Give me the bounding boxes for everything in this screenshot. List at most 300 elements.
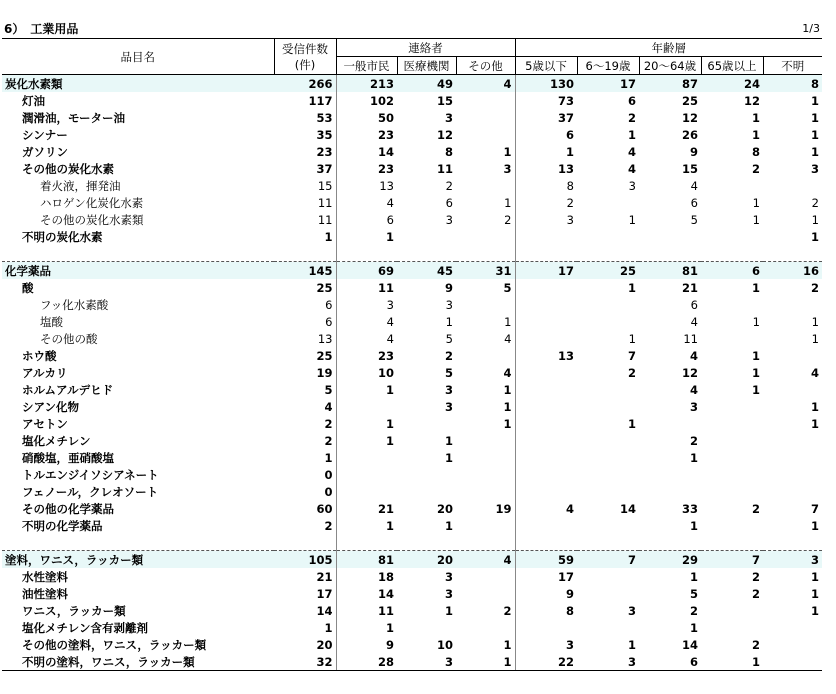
row-value-cell: 11	[317, 195, 333, 210]
row-item-name: 着火液，揮発油	[40, 178, 121, 193]
row-value-cell: 4	[627, 161, 636, 176]
row-value-cell	[577, 313, 639, 330]
row-item-name: ホルムアルデヒド	[22, 382, 114, 397]
row-value-cell: 4	[690, 178, 698, 193]
row-value-cell	[274, 534, 336, 551]
row-value-cell: 1	[810, 603, 819, 618]
row-value-cell	[515, 296, 577, 313]
row-value-cell: 3	[397, 653, 456, 671]
table-row	[2, 517, 822, 534]
row-value-cell: 17	[316, 586, 333, 601]
row-value-cell: 21	[316, 569, 333, 584]
row-value-cell: 4	[690, 314, 698, 329]
row-value-cell	[456, 619, 515, 636]
row-value-cell	[763, 245, 822, 262]
row-item-name: ワニス，ラッカー類	[22, 603, 126, 618]
row-value-cell: 9	[689, 144, 698, 159]
row-value-cell: 1	[627, 637, 636, 652]
row-value-cell: 1	[810, 518, 819, 533]
row-value-cell	[639, 466, 701, 483]
row-value-cell: 8	[763, 75, 822, 93]
row-value-cell	[456, 92, 515, 109]
row-value-cell: 1	[504, 195, 512, 210]
row-value-cell	[397, 245, 456, 262]
row-value-cell	[763, 381, 822, 398]
row-value-cell	[701, 517, 763, 534]
table-row	[2, 449, 822, 466]
row-value-cell: 5	[445, 331, 453, 346]
row-value-cell: 33	[681, 501, 698, 516]
row-value-cell: 12	[436, 127, 453, 142]
table-row	[2, 279, 822, 296]
row-value-cell	[639, 245, 701, 262]
row-value-cell: 53	[316, 110, 333, 125]
row-value-cell: 1	[336, 381, 397, 398]
row-value-cell	[515, 364, 577, 381]
row-value-cell: 1	[810, 399, 819, 414]
row-value-cell	[515, 245, 577, 262]
table-row	[2, 330, 822, 347]
row-value-cell: 0	[324, 467, 333, 482]
row-value-cell: 25	[681, 93, 698, 108]
row-value-cell: 49	[397, 75, 456, 93]
row-item-name: 不明の塗料，ワニス，ラッカー類	[2, 653, 274, 671]
row-value-cell: 2	[324, 518, 333, 533]
row-value-cell: 2	[751, 569, 760, 584]
row-value-cell: 1	[627, 127, 636, 142]
row-value-cell: 1	[444, 450, 453, 465]
row-item-name: シアン化物	[22, 399, 80, 414]
row-value-cell: 24	[701, 75, 763, 93]
row-value-cell: 1	[336, 432, 397, 449]
row-item-name: トルエンジイソシアネート	[22, 467, 159, 482]
row-value-cell: 69	[336, 262, 397, 280]
row-value-cell	[577, 432, 639, 449]
row-value-cell: 2	[627, 110, 636, 125]
row-value-cell: 1	[751, 127, 760, 142]
row-value-cell: 12	[743, 93, 760, 108]
row-value-cell	[701, 432, 763, 449]
row-value-cell: 6	[701, 262, 763, 280]
row-value-cell: 8	[515, 602, 577, 619]
table-row	[2, 432, 822, 449]
row-value-cell: 1	[751, 110, 760, 125]
table-row	[2, 585, 822, 602]
statistics-table	[2, 38, 822, 671]
row-value-cell	[577, 466, 639, 483]
row-value-cell: 2	[324, 416, 333, 431]
header-item-name: 品目名	[2, 39, 274, 75]
row-value-cell: 1	[811, 331, 819, 346]
table-row	[2, 262, 822, 280]
row-value-cell	[274, 245, 336, 262]
row-value-cell: 6	[325, 297, 333, 312]
table-row	[2, 211, 822, 228]
header-age-unknown: 不明	[763, 57, 822, 75]
row-value-cell	[336, 245, 397, 262]
row-item-name: 不明の化学薬品	[22, 518, 103, 533]
row-value-cell: 1	[628, 212, 636, 227]
row-value-cell: 117	[308, 93, 333, 108]
row-value-cell: 17	[577, 75, 639, 93]
table-row	[2, 568, 822, 585]
header-received-label: 受信件数	[282, 41, 328, 56]
row-value-cell: 1	[515, 143, 577, 160]
row-value-cell	[397, 534, 456, 551]
row-value-cell	[763, 483, 822, 500]
row-value-cell: 2	[751, 501, 760, 516]
row-value-cell: 10	[336, 364, 397, 381]
row-value-cell: 3	[515, 636, 577, 653]
row-value-cell: 6	[690, 297, 698, 312]
row-value-cell: 14	[619, 501, 636, 516]
row-value-cell: 23	[336, 347, 397, 364]
row-value-cell: 7	[577, 551, 639, 569]
row-value-cell: 1	[336, 517, 397, 534]
table-row	[2, 160, 822, 177]
section-title: 6） 工業用品	[4, 22, 79, 36]
table-row	[2, 143, 822, 160]
row-value-cell: 3	[763, 551, 822, 569]
row-value-cell: 2	[751, 161, 760, 176]
row-value-cell: 13	[515, 347, 577, 364]
row-item-name: ホウ酸	[22, 348, 57, 363]
row-value-cell: 1	[503, 416, 512, 431]
row-value-cell: 35	[316, 127, 333, 142]
row-value-cell: 1	[627, 280, 636, 295]
row-value-cell: 11	[436, 161, 453, 176]
row-value-cell: 4	[336, 313, 397, 330]
row-value-cell: 8	[515, 177, 577, 194]
row-value-cell: 59	[515, 551, 577, 569]
row-value-cell	[515, 381, 577, 398]
row-value-cell	[515, 313, 577, 330]
row-value-cell: 1	[751, 280, 760, 295]
table-row	[2, 619, 822, 636]
table-row	[2, 653, 822, 671]
table-row	[2, 228, 822, 245]
header-general-public: 一般市民	[336, 57, 397, 75]
row-value-cell: 21	[681, 280, 698, 295]
row-value-cell: 3	[444, 586, 453, 601]
row-value-cell: 2	[751, 637, 760, 652]
row-value-cell	[639, 483, 701, 500]
row-value-cell: 8	[751, 144, 760, 159]
row-value-cell: 22	[515, 653, 577, 671]
row-value-cell	[456, 568, 515, 585]
row-value-cell: 1	[627, 416, 636, 431]
table-row	[2, 500, 822, 517]
row-value-cell: 1	[444, 518, 453, 533]
row-value-cell: 6	[325, 314, 333, 329]
row-value-cell: 1	[445, 314, 453, 329]
header-age-group: 年齢層	[515, 39, 822, 57]
table-row	[2, 364, 822, 381]
row-value-cell: 1	[752, 314, 760, 329]
header-age-20-64: 20～64歳	[639, 57, 701, 75]
row-value-cell: 26	[681, 127, 698, 142]
row-value-cell: 50	[336, 109, 397, 126]
row-value-cell	[336, 398, 397, 415]
row-value-cell: 13	[515, 160, 577, 177]
row-value-cell: 19	[316, 365, 333, 380]
row-value-cell: 6	[627, 93, 636, 108]
row-value-cell	[701, 177, 763, 194]
row-value-cell	[515, 619, 577, 636]
row-value-cell	[336, 483, 397, 500]
row-value-cell: 3	[577, 653, 639, 671]
table-header	[2, 39, 822, 75]
row-value-cell: 6	[515, 126, 577, 143]
row-value-cell	[577, 483, 639, 500]
row-value-cell	[763, 449, 822, 466]
row-value-cell: 18	[336, 568, 397, 585]
row-item-name: アルカリ	[22, 365, 68, 380]
row-value-cell: 4	[627, 144, 636, 159]
row-item-name: その他の炭化水素類	[40, 212, 144, 227]
row-value-cell: 11	[336, 602, 397, 619]
row-value-cell: 1	[751, 382, 760, 397]
row-item-name: フッ化水素酸	[40, 297, 109, 312]
row-item-name: 塩酸	[40, 314, 63, 329]
row-value-cell	[456, 585, 515, 602]
row-value-cell: 1	[810, 569, 819, 584]
row-value-cell: 12	[681, 110, 698, 125]
row-value-cell: 16	[763, 262, 822, 280]
table-row	[2, 483, 822, 500]
row-item-name: 潤滑油，モーター油	[22, 110, 126, 125]
row-item-name: 酸	[22, 280, 34, 295]
row-value-cell	[456, 296, 515, 313]
row-value-cell	[577, 398, 639, 415]
row-value-cell: 23	[336, 126, 397, 143]
row-value-cell: 4	[689, 382, 698, 397]
row-value-cell	[701, 330, 763, 347]
row-value-cell	[577, 449, 639, 466]
row-value-cell: 5	[324, 382, 333, 397]
row-value-cell: 87	[639, 75, 701, 93]
table-row	[2, 415, 822, 432]
row-value-cell: 4	[515, 500, 577, 517]
row-value-cell: 17	[515, 568, 577, 585]
row-value-cell: 4	[456, 75, 515, 93]
row-value-cell: 14	[681, 637, 698, 652]
row-value-cell: 3	[810, 161, 819, 176]
table-row	[2, 381, 822, 398]
row-value-cell	[456, 466, 515, 483]
table-row	[2, 313, 822, 330]
row-value-cell	[515, 466, 577, 483]
row-value-cell: 3	[444, 110, 453, 125]
row-value-cell: 1	[324, 620, 333, 635]
row-value-cell	[763, 177, 822, 194]
spacer-row	[2, 245, 822, 262]
row-value-cell: 25	[577, 262, 639, 280]
table-body	[2, 75, 822, 671]
row-value-cell: 20	[397, 551, 456, 569]
row-value-cell: 1	[456, 653, 515, 671]
row-value-cell: 73	[515, 92, 577, 109]
row-value-cell: 1	[810, 586, 819, 601]
row-value-cell	[456, 449, 515, 466]
row-value-cell	[397, 466, 456, 483]
row-item-name: 塩化メチレン含有剥離剤	[22, 620, 148, 635]
row-value-cell: 9	[515, 585, 577, 602]
row-value-cell: 2	[810, 280, 819, 295]
row-value-cell: 1	[324, 229, 333, 244]
row-value-cell: 13	[336, 177, 397, 194]
row-value-cell: 1	[503, 144, 512, 159]
row-value-cell: 2	[627, 365, 636, 380]
row-value-cell: 2	[689, 433, 698, 448]
row-value-cell: 1	[336, 619, 397, 636]
row-value-cell	[397, 619, 456, 636]
row-value-cell: 2	[811, 195, 819, 210]
row-value-cell: 2	[324, 433, 333, 448]
row-value-cell: 2	[445, 178, 453, 193]
row-value-cell: 9	[444, 280, 453, 295]
table-row	[2, 92, 822, 109]
row-value-cell: 1	[811, 212, 819, 227]
row-value-cell	[515, 279, 577, 296]
row-value-cell: 4	[504, 331, 512, 346]
row-value-cell: 1	[444, 433, 453, 448]
row-value-cell: 5	[503, 280, 512, 295]
row-value-cell	[515, 534, 577, 551]
row-value-cell: 81	[639, 262, 701, 280]
row-value-cell: 1	[504, 314, 512, 329]
row-value-cell: 23	[336, 160, 397, 177]
row-value-cell	[397, 483, 456, 500]
row-item-name: 化学薬品	[2, 262, 274, 280]
row-value-cell: 1	[336, 228, 397, 245]
header-other: その他	[456, 57, 515, 75]
row-value-cell: 3	[444, 382, 453, 397]
row-value-cell	[515, 398, 577, 415]
table-row	[2, 126, 822, 143]
row-value-cell: 1	[811, 314, 819, 329]
row-value-cell: 11	[683, 331, 698, 346]
row-value-cell	[577, 517, 639, 534]
row-value-cell: 1	[752, 195, 760, 210]
row-value-cell	[577, 619, 639, 636]
row-value-cell	[515, 517, 577, 534]
row-value-cell: 1	[689, 450, 698, 465]
row-value-cell	[701, 534, 763, 551]
row-value-cell: 11	[336, 279, 397, 296]
row-value-cell: 10	[436, 637, 453, 652]
row-value-cell	[456, 347, 515, 364]
row-value-cell: 2	[751, 586, 760, 601]
row-item-name: フェノール，クレオソート	[22, 484, 159, 499]
row-item-name: その他の酸	[40, 331, 98, 346]
table-row	[2, 636, 822, 653]
row-value-cell: 31	[456, 262, 515, 280]
row-value-cell	[701, 296, 763, 313]
row-value-cell: 15	[436, 93, 453, 108]
row-value-cell	[577, 381, 639, 398]
table-row	[2, 109, 822, 126]
row-value-cell: 4	[336, 194, 397, 211]
row-value-cell: 32	[274, 653, 336, 671]
table-row	[2, 177, 822, 194]
row-value-cell: 145	[274, 262, 336, 280]
table-row	[2, 296, 822, 313]
header-received-unit: (件)	[294, 57, 316, 72]
row-item-name: ガソリン	[22, 144, 68, 159]
row-item-name: その他の化学薬品	[22, 501, 114, 516]
row-value-cell: 4	[324, 399, 333, 414]
row-value-cell: 5	[689, 586, 698, 601]
row-value-cell	[515, 228, 577, 245]
row-value-cell	[456, 177, 515, 194]
row-value-cell: 3	[445, 212, 453, 227]
row-value-cell	[515, 449, 577, 466]
row-value-cell	[701, 228, 763, 245]
row-value-cell: 4	[456, 551, 515, 569]
row-value-cell: 266	[274, 75, 336, 93]
row-value-cell	[397, 228, 456, 245]
row-value-cell: 13	[317, 331, 333, 346]
row-item-name: アセトン	[22, 416, 68, 431]
row-item-name: 油性塗料	[22, 586, 68, 601]
row-item-name: その他の炭化水素	[22, 161, 114, 176]
row-value-cell: 6	[639, 653, 701, 671]
row-value-cell	[763, 466, 822, 483]
row-value-cell	[701, 415, 763, 432]
row-item-name: 塩化メチレン	[22, 433, 91, 448]
header-age-6-19: 6～19歳	[577, 57, 639, 75]
row-value-cell	[577, 296, 639, 313]
row-value-cell: 7	[810, 501, 819, 516]
row-value-cell: 3	[628, 178, 636, 193]
row-value-cell: 1	[503, 399, 512, 414]
table-row	[2, 551, 822, 569]
row-value-cell: 6	[445, 195, 453, 210]
row-value-cell	[701, 619, 763, 636]
row-value-cell	[456, 432, 515, 449]
row-value-cell: 25	[316, 348, 333, 363]
row-value-cell: 130	[515, 75, 577, 93]
row-value-cell: 1	[324, 450, 333, 465]
row-value-cell	[639, 415, 701, 432]
row-value-cell: 6	[690, 195, 698, 210]
row-value-cell: 2	[689, 603, 698, 618]
row-value-cell: 9	[336, 636, 397, 653]
row-value-cell: 1	[751, 348, 760, 363]
row-value-cell	[763, 296, 822, 313]
row-value-cell	[336, 534, 397, 551]
row-value-cell: 8	[444, 144, 453, 159]
row-value-cell: 3	[515, 211, 577, 228]
row-value-cell: 19	[495, 501, 512, 516]
row-value-cell	[763, 636, 822, 653]
row-value-cell	[456, 483, 515, 500]
table-row	[2, 347, 822, 364]
row-value-cell: 15	[317, 178, 333, 193]
row-value-cell: 1	[689, 569, 698, 584]
row-value-cell	[515, 483, 577, 500]
row-value-cell: 5	[690, 212, 698, 227]
row-item-name: 炭化水素類	[2, 75, 274, 93]
row-value-cell: 1	[810, 127, 819, 142]
row-value-cell: 23	[316, 144, 333, 159]
row-value-cell: 3	[336, 296, 397, 313]
row-value-cell: 1	[810, 93, 819, 108]
table-row	[2, 466, 822, 483]
spacer-row	[2, 534, 822, 551]
row-value-cell: 1	[810, 229, 819, 244]
